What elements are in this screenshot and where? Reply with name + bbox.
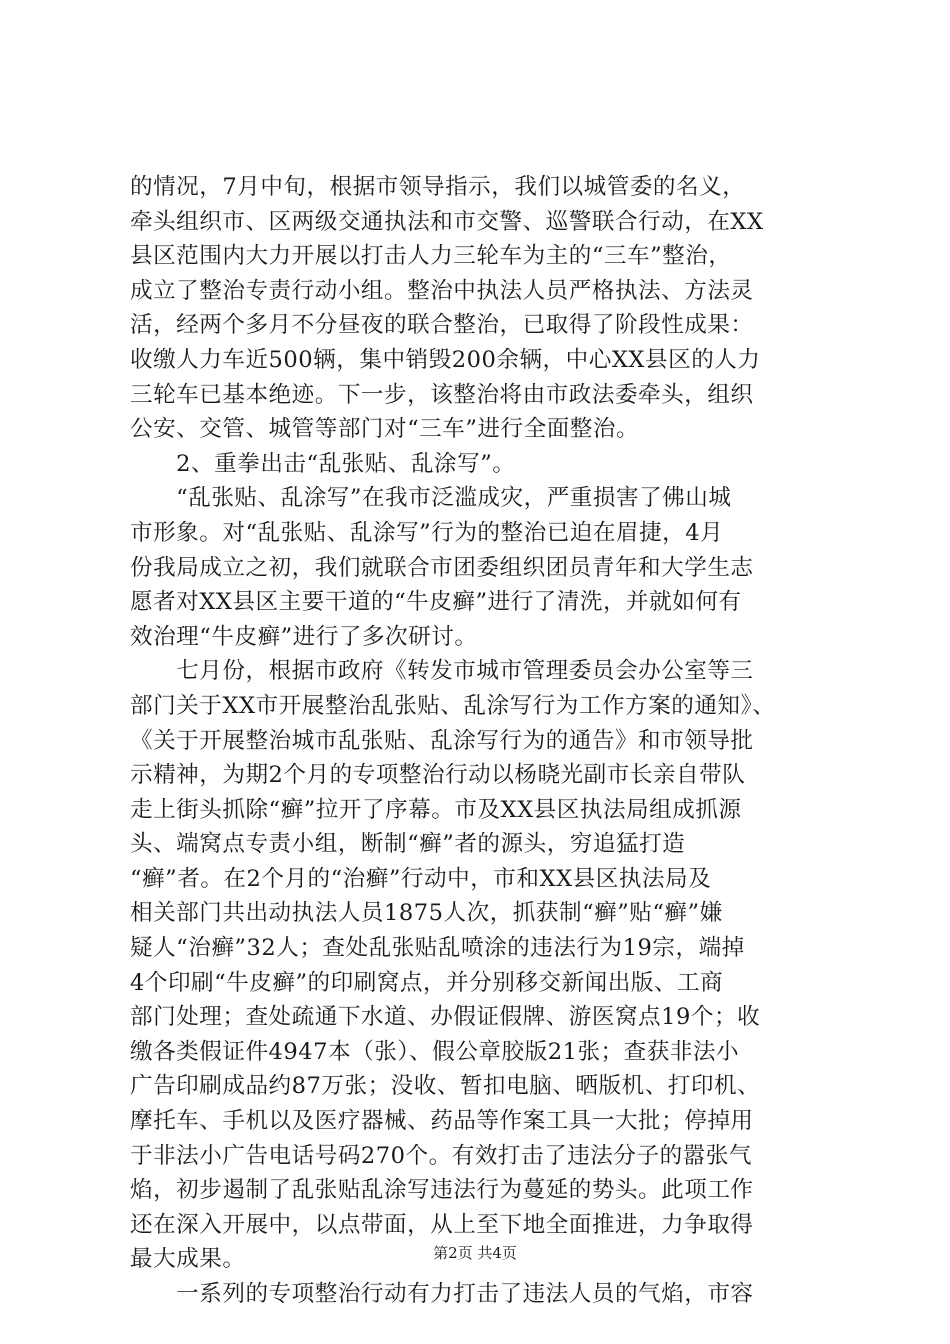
text-line: 走上街头抓除“癣”拉开了序幕。市及XX县区执法局组成抓源 [130,796,742,823]
text-line: 广告印刷成品约87万张；没收、暂扣电脑、晒版机、打印机、 [130,1073,761,1100]
text-line: 一系列的专项整治行动有力打击了违法人员的气焰，市容 [130,1281,754,1307]
text-line: 收缴人力车近500辆，集中销毁200余辆，中心XX县区的人力 [130,346,761,373]
text-line: 2、重拳出击“乱张贴、乱涂写”。 [130,450,516,477]
text-line: 摩托车、手机以及医疗器械、药品等作案工具一大批；停掉用 [130,1108,754,1135]
text-line: 《关于开展整治城市乱张贴、乱涂写行为的通告》和市领导批 [130,727,754,754]
text-line: 还在深入开展中，以点带面，从上至下地全面推进，力争取得 [130,1211,754,1238]
text-line: 效治理“牛皮癣”进行了多次研讨。 [130,623,478,650]
text-line: 部门关于XX市开展整治乱张贴、乱涂写行为工作方案的通知》、 [130,692,776,719]
text-line: 公安、交管、城管等部门对“三车”进行全面整治。 [130,416,640,443]
text-line: 县区范围内大力开展以打击人力三轮车为主的“三车”整治， [130,243,732,270]
text-line: 最大成果。 [130,1246,246,1273]
text-line: 活，经两个多月不分昼夜的联合整治，已取得了阶段性成果： [130,312,754,339]
text-line: 示精神，为期2个月的专项整治行动以杨晓光副市长亲自带队 [130,762,746,789]
text-line: 焰，初步遏制了乱张贴乱涂写违法行为蔓延的势头。此项工作 [130,1177,754,1204]
text-line: 4个印刷“牛皮癣”的印刷窝点，并分别移交新闻出版、工商 [130,969,724,996]
text-line: 头、端窝点专责小组，断制“癣”者的源头，穷追猛打造 [130,831,686,858]
text-line: 三轮车已基本绝迹。下一步，该整治将由市政法委牵头，组织 [130,381,754,408]
text-line: 七月份，根据市政府《转发市城市管理委员会办公室等三 [130,658,754,685]
text-line: 缴各类假证件4947本（张）、假公章胶版21张；查获非法小 [130,1038,740,1065]
text-line: 部门处理；查处疏通下水道、办假证假牌、游医窝点19个；收 [130,1004,761,1031]
page-footer: 第2页 共4页 [433,1244,517,1262]
body-text [130,170,830,1312]
text-line: “乱张贴、乱涂写”在我市泛滥成灾，严重损害了佛山城 [130,485,732,512]
text-line: 牵头组织市、区两级交通执法和市交警、巡警联合行动，在XX [130,208,764,235]
text-line: 疑人“治癣”32人；查处乱张贴乱喷涂的违法行为19宗，端掉 [130,935,745,962]
text-line: 的情况，7月中旬，根据市领导指示，我们以城管委的名义， [130,174,746,200]
text-line: “癣”者。在2个月的“治癣”行动中，市和XX县区执法局及 [130,865,712,892]
text-line: 愿者对XX县区主要干道的“牛皮癣”进行了清洗，并就如何有 [130,589,742,616]
text-line: 于非法小广告电话号码270个。有效打击了违法分子的嚣张气 [130,1142,752,1169]
text-line: 份我局成立之初，我们就联合市团委组织团员青年和大学生志 [130,554,754,581]
text-line: 市形象。对“乱张贴、乱涂写”行为的整治已迫在眉捷，4月 [130,519,724,546]
text-line: 相关部门共出动执法人员1875人次，抓获制“癣”贴“癣”嫌 [130,900,723,927]
text-line: 成立了整治专责行动小组。整治中执法人员严格执法、方法灵 [130,277,754,304]
